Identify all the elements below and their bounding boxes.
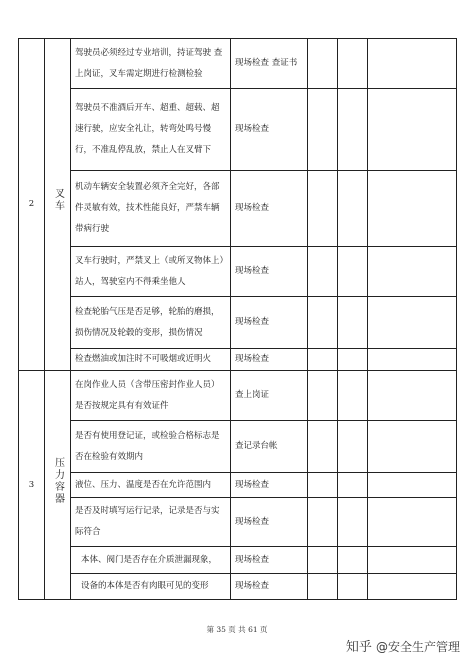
table-row	[19, 39, 457, 89]
table-row	[19, 247, 457, 297]
category-label: 叉车	[52, 188, 64, 212]
result-cell	[338, 421, 368, 473]
item-cell: 检查轮胎气压是否足够，轮胎的磨损，损伤情况及轮毂的变形，损伤情况	[71, 297, 231, 349]
row-number: 2	[19, 39, 45, 371]
result-cell	[338, 89, 368, 171]
table-row	[19, 421, 457, 473]
item-cell: 在岗作业人员（含带压密封作业人员）是否按规定具有有效证件	[71, 371, 231, 421]
result-cell	[308, 39, 338, 89]
result-cell	[308, 574, 338, 600]
result-cell	[338, 498, 368, 547]
remark-cell	[368, 574, 457, 600]
category-label: 压力容器	[52, 456, 64, 505]
table-row	[19, 371, 457, 421]
result-cell	[308, 297, 338, 349]
item-cell: 是否及时填写运行记录，记录是否与实际符合	[71, 498, 231, 547]
item-cell: 是否有使用登记证，或检验合格标志是否在检验有效期内	[71, 421, 231, 473]
method-cell: 现场检查	[231, 498, 308, 547]
result-cell	[308, 171, 338, 247]
remark-cell	[368, 371, 457, 421]
method-cell: 查上岗证	[231, 371, 308, 421]
result-cell	[338, 39, 368, 89]
item-cell: 设备的本体是否有肉眼可见的变形	[71, 574, 231, 600]
category-cell	[45, 371, 71, 600]
table-row	[19, 89, 457, 171]
method-cell: 现场检查	[231, 547, 308, 574]
result-cell	[338, 349, 368, 371]
item-cell: 检查燃油或加注时不可吸烟或近明火	[71, 349, 231, 371]
result-cell	[308, 89, 338, 171]
result-cell	[338, 371, 368, 421]
remark-cell	[368, 547, 457, 574]
remark-cell	[368, 39, 457, 89]
remark-cell	[368, 297, 457, 349]
result-cell	[338, 547, 368, 574]
table-row	[19, 498, 457, 547]
watermark-handle: @安全生产管理	[375, 640, 460, 654]
method-cell: 现场检查	[231, 247, 308, 297]
page-footer: 第 35 页 共 61 页	[206, 625, 268, 634]
result-cell	[308, 473, 338, 498]
remark-cell	[368, 473, 457, 498]
remark-cell	[368, 498, 457, 547]
item-cell: 叉车行驶时，严禁叉上（或所叉物体上）站人，驾驶室内不得乘坐他人	[71, 247, 231, 297]
table-row	[19, 171, 457, 247]
method-cell: 现场检查	[231, 473, 308, 498]
table-row	[19, 349, 457, 371]
result-cell	[338, 574, 368, 600]
result-cell	[338, 247, 368, 297]
category-cell	[45, 39, 71, 371]
row-number: 3	[19, 371, 45, 600]
table-row	[19, 574, 457, 600]
table-row	[19, 473, 457, 498]
remark-cell	[368, 421, 457, 473]
method-cell: 查记录台帐	[231, 421, 308, 473]
result-cell	[308, 349, 338, 371]
watermark	[346, 636, 460, 655]
remark-cell	[368, 349, 457, 371]
result-cell	[338, 171, 368, 247]
table-row	[19, 547, 457, 574]
result-cell	[338, 473, 368, 498]
item-cell: 驾驶员必须经过专业培训，持证驾驶 查上岗证，叉车需定期进行检测检验	[71, 39, 231, 89]
result-cell	[308, 421, 338, 473]
remark-cell	[368, 247, 457, 297]
method-cell: 现场检查	[231, 89, 308, 171]
table-row	[19, 297, 457, 349]
method-cell: 现场检查	[231, 349, 308, 371]
item-cell: 机动车辆安全装置必须齐全完好，各部件灵敏有效，技术性能良好，严禁车辆带病行驶	[71, 171, 231, 247]
result-cell	[338, 297, 368, 349]
method-cell: 现场检查	[231, 574, 308, 600]
item-cell: 本体、阀门是否存在介质泄漏现象，	[71, 547, 231, 574]
result-cell	[308, 547, 338, 574]
remark-cell	[368, 89, 457, 171]
result-cell	[308, 498, 338, 547]
item-cell: 驾驶员不准酒后开车、超重、超载、超速行驶，应安全礼让，转弯处鸣号慢行，不准乱停乱放，禁止人在叉臂下	[71, 89, 231, 171]
watermark-prefix: 知乎	[345, 640, 372, 655]
method-cell: 现场检查	[231, 297, 308, 349]
method-cell: 现场检查 查证书	[231, 39, 308, 89]
remark-cell	[368, 171, 457, 247]
result-cell	[308, 247, 338, 297]
inspection-table	[18, 38, 457, 600]
result-cell	[308, 371, 338, 421]
method-cell: 现场检查	[231, 171, 308, 247]
item-cell: 液位、压力、温度是否在允许范围内	[71, 473, 231, 498]
